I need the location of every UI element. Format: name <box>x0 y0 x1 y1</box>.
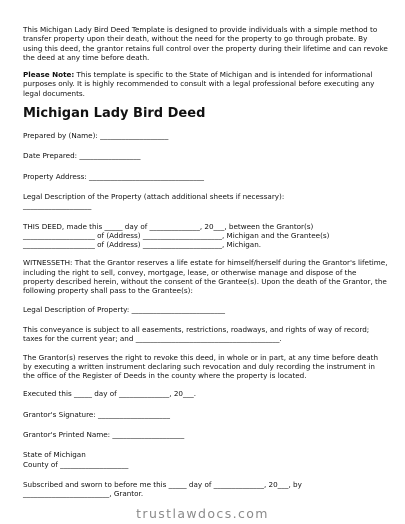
prepared-by-field: Prepared by (Name): ___________________ <box>23 131 169 141</box>
note-label: Please Note: <box>23 70 75 80</box>
executed-field: Executed this _____ day of ______________, 20___. <box>23 389 197 399</box>
revocation-paragraph: The Grantor(s) reserves the right to revoke this deed, in whole or in part, at any time before death by executing a written instrument declaring such revocation and duly recording the instrument in the office of the Register of Deeds in the county where the property is located. <box>23 352 379 381</box>
deed-title: Michigan Lady Bird Deed <box>23 106 206 122</box>
note-paragraph <box>23 70 388 98</box>
note-text: This template is specific to the State of Michigan and is intended for informational purposes only. It is highly recommended to consult with a legal professional before executing any legal documents. <box>23 70 375 98</box>
this-deed-paragraph: THIS DEED, made this _____ day of ______________, 20___, between the Grantor(s) ____________________ of (Address) ______________________, Michigan and the Grantee(s) ____________________ of (Address) ______________________, Michigan. <box>23 221 330 250</box>
state-county-block: State of Michigan County of ___________________ <box>23 450 129 469</box>
date-prepared-field: Date Prepared: _________________ <box>23 151 141 161</box>
conveyance-paragraph: This conveyance is subject to all easements, restrictions, roadways, and rights of way of record; taxes for the current year; and ________________________________________. <box>23 324 370 344</box>
legal-description-property-field: Legal Description of Property: __________________________ <box>23 304 226 314</box>
grantor-printed-name-field: Grantor's Printed Name: ____________________ <box>23 430 185 440</box>
witnesseth-paragraph: WITNESSETH: That the Grantor reserves a life estate for himself/herself during the Grantor's lifetime, including the right to sell, convey, mortgage, lease, or otherwise manage and dispose of the property described herein, without the consent of the Grantee(s). Upon the death of the Grantor, the following property shall pass to the Grantee(s): <box>23 258 388 296</box>
intro-paragraph: This Michigan Lady Bird Deed Template is designed to provide individuals with a simple method to transfer property upon their death, without the need for the property to go through probate. By using this deed, the grantor retains full control over the property during their lifetime and can revoke the deed at any time before death. <box>23 25 388 62</box>
grantor-signature-field: Grantor's Signature: ____________________ <box>23 409 170 419</box>
watermark-text: trustlawdocs.com <box>136 506 269 521</box>
document-body <box>23 25 388 508</box>
subscribed-sworn-paragraph: Subscribed and sworn to before me this _____ day of ______________, 20___, by ________________________, Grantor. <box>23 479 302 499</box>
property-address-field: Property Address: ________________________________ <box>23 171 205 181</box>
legal-description-field: Legal Description of the Property (attach additional sheets if necessary): ___________________ <box>23 191 285 211</box>
